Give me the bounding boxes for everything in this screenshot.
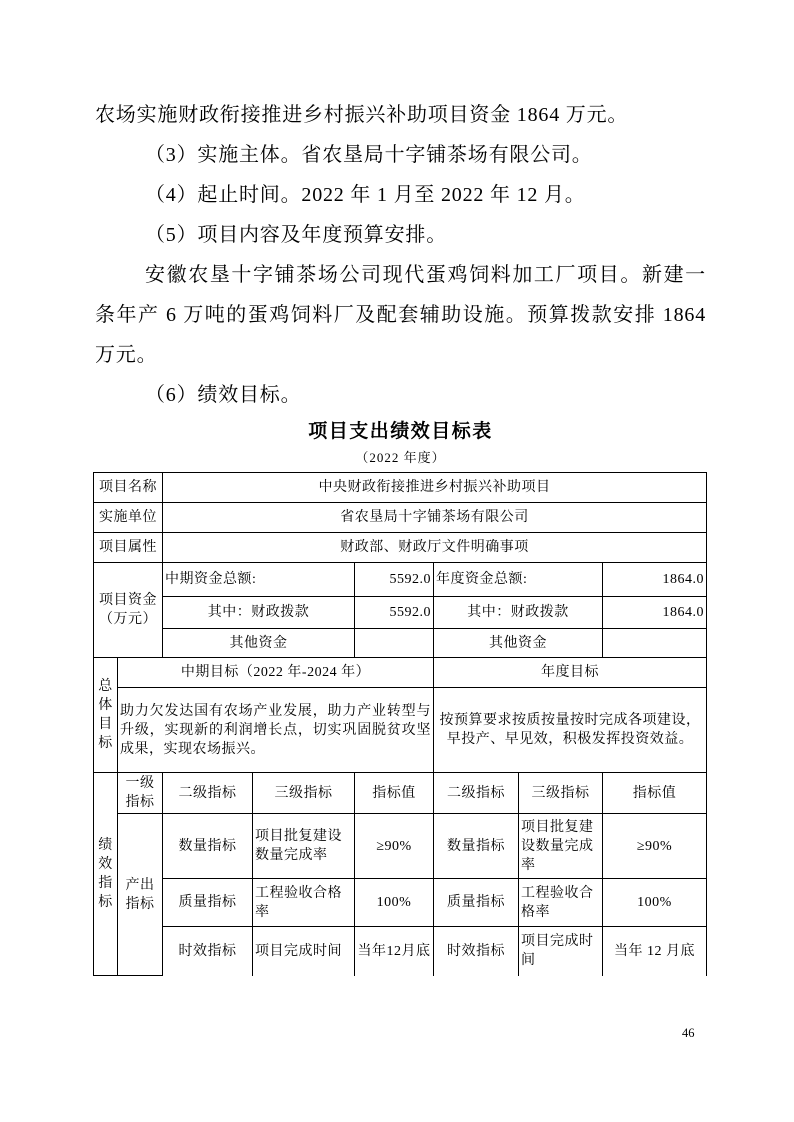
level3-header-right: 三级指标 xyxy=(519,773,603,814)
timeliness-l3-right: 项目完成时间 xyxy=(519,927,603,976)
row-quantity-indicator xyxy=(94,814,707,879)
paragraph-continuation: 农场实施财政衔接推进乡村振兴补助项目资金 1864 万元。 xyxy=(95,104,629,126)
paragraph-item-6: （6）绩效目标。 xyxy=(145,384,302,406)
mid-fiscal-value: 5592.0 xyxy=(355,597,434,629)
overall-goal-label: 总体目标 xyxy=(94,658,118,773)
annual-total-value: 1864.0 xyxy=(603,563,707,597)
quality-l2-left: 质量指标 xyxy=(163,879,253,927)
quantity-l3-right: 项目批复建设数量完成率 xyxy=(519,814,603,879)
value-header-right: 指标值 xyxy=(603,773,707,814)
project-name-value: 中央财政衔接推进乡村振兴补助项目 xyxy=(163,473,707,503)
row-project-attribute xyxy=(94,533,707,563)
performance-target-table xyxy=(93,472,707,976)
timeliness-l2-right: 时效指标 xyxy=(434,927,519,976)
page-content xyxy=(95,95,706,976)
annual-goal-text: 按预算要求按质按量按时完成各项建设，早投产、早见效，积极发挥投资效益。 xyxy=(434,688,707,773)
mid-total-label: 中期资金总额: xyxy=(163,563,355,597)
table-title: 项目支出绩效目标表 xyxy=(308,421,493,442)
mid-goal-header: 中期目标（2022 年-2024 年） xyxy=(118,658,434,688)
row-funding-other xyxy=(94,629,707,658)
quality-value-left: 100% xyxy=(355,879,434,927)
value-header-left: 指标值 xyxy=(355,773,434,814)
funding-label: 项目资金（万元） xyxy=(94,563,163,658)
annual-fiscal-label: 其中：财政拨款 xyxy=(434,597,603,629)
row-indicator-headers xyxy=(94,773,707,814)
annual-fiscal-value: 1864.0 xyxy=(603,597,707,629)
indicators-label: 绩效指标 xyxy=(94,773,118,976)
table-subtitle: （2022 年度） xyxy=(355,450,446,465)
quantity-l2-left: 数量指标 xyxy=(163,814,253,879)
paragraph-item-3: （3）实施主体。省农垦局十字铺茶场有限公司。 xyxy=(145,144,593,166)
level3-header-left: 三级指标 xyxy=(253,773,355,814)
level2-header-left: 二级指标 xyxy=(163,773,253,814)
project-name-label: 项目名称 xyxy=(94,473,163,503)
implementing-unit-label: 实施单位 xyxy=(94,503,163,533)
annual-goal-header: 年度目标 xyxy=(434,658,707,688)
row-timeliness-indicator xyxy=(94,927,707,976)
timeliness-value-left: 当年12月底 xyxy=(355,927,434,976)
row-project-name xyxy=(94,473,707,503)
quality-l2-right: 质量指标 xyxy=(434,879,519,927)
level2-header-right: 二级指标 xyxy=(434,773,519,814)
level1-indicator-header: 一级指标 xyxy=(118,773,163,814)
mid-other-label: 其他资金 xyxy=(163,629,355,658)
mid-fiscal-label: 其中：财政拨款 xyxy=(163,597,355,629)
project-attribute-value: 财政部、财政厅文件明确事项 xyxy=(163,533,707,563)
project-attribute-label: 项目属性 xyxy=(94,533,163,563)
timeliness-l2-left: 时效指标 xyxy=(163,927,253,976)
paragraph-project-desc: 安徽农垦十字铺茶场公司现代蛋鸡饲料加工厂项目。新建一条年产 6 万吨的蛋鸡饲料厂及配套辅助设施。预算拨款安排 1864 万元。 xyxy=(95,264,706,366)
quality-value-right: 100% xyxy=(603,879,707,927)
paragraph-item-4: （4）起止时间。2022 年 1 月至 2022 年 12 月。 xyxy=(145,184,586,206)
mid-goal-text: 助力欠发达国有农场产业发展，助力产业转型与升级，实现新的利润增长点，切实巩固脱贫攻坚成果，实现农场振兴。 xyxy=(118,688,434,773)
paragraph-item-5: （5）项目内容及年度预算安排。 xyxy=(145,224,447,246)
quality-l3-left: 工程验收合格率 xyxy=(253,879,355,927)
quantity-value-right: ≥90% xyxy=(603,814,707,879)
row-goal-content xyxy=(94,688,707,773)
quantity-l3-left: 项目批复建设数量完成率 xyxy=(253,814,355,879)
timeliness-value-right: 当年 12 月底 xyxy=(603,927,707,976)
row-funding-total xyxy=(94,563,707,597)
quantity-l2-right: 数量指标 xyxy=(434,814,519,879)
annual-other-value xyxy=(603,629,707,658)
row-implementing-unit xyxy=(94,503,707,533)
mid-total-value: 5592.0 xyxy=(355,563,434,597)
row-quality-indicator xyxy=(94,879,707,927)
row-funding-fiscal xyxy=(94,597,707,629)
output-indicator-label: 产出指标 xyxy=(118,814,163,976)
timeliness-l3-left: 项目完成时间 xyxy=(253,927,355,976)
annual-other-label: 其他资金 xyxy=(434,629,603,658)
row-goal-headers xyxy=(94,658,707,688)
page-number: 46 xyxy=(682,1026,695,1040)
implementing-unit-value: 省农垦局十字铺茶场有限公司 xyxy=(163,503,707,533)
quantity-value-left: ≥90% xyxy=(355,814,434,879)
annual-total-label: 年度资金总额: xyxy=(434,563,603,597)
quality-l3-right: 工程验收合格率 xyxy=(519,879,603,927)
mid-other-value xyxy=(355,629,434,658)
